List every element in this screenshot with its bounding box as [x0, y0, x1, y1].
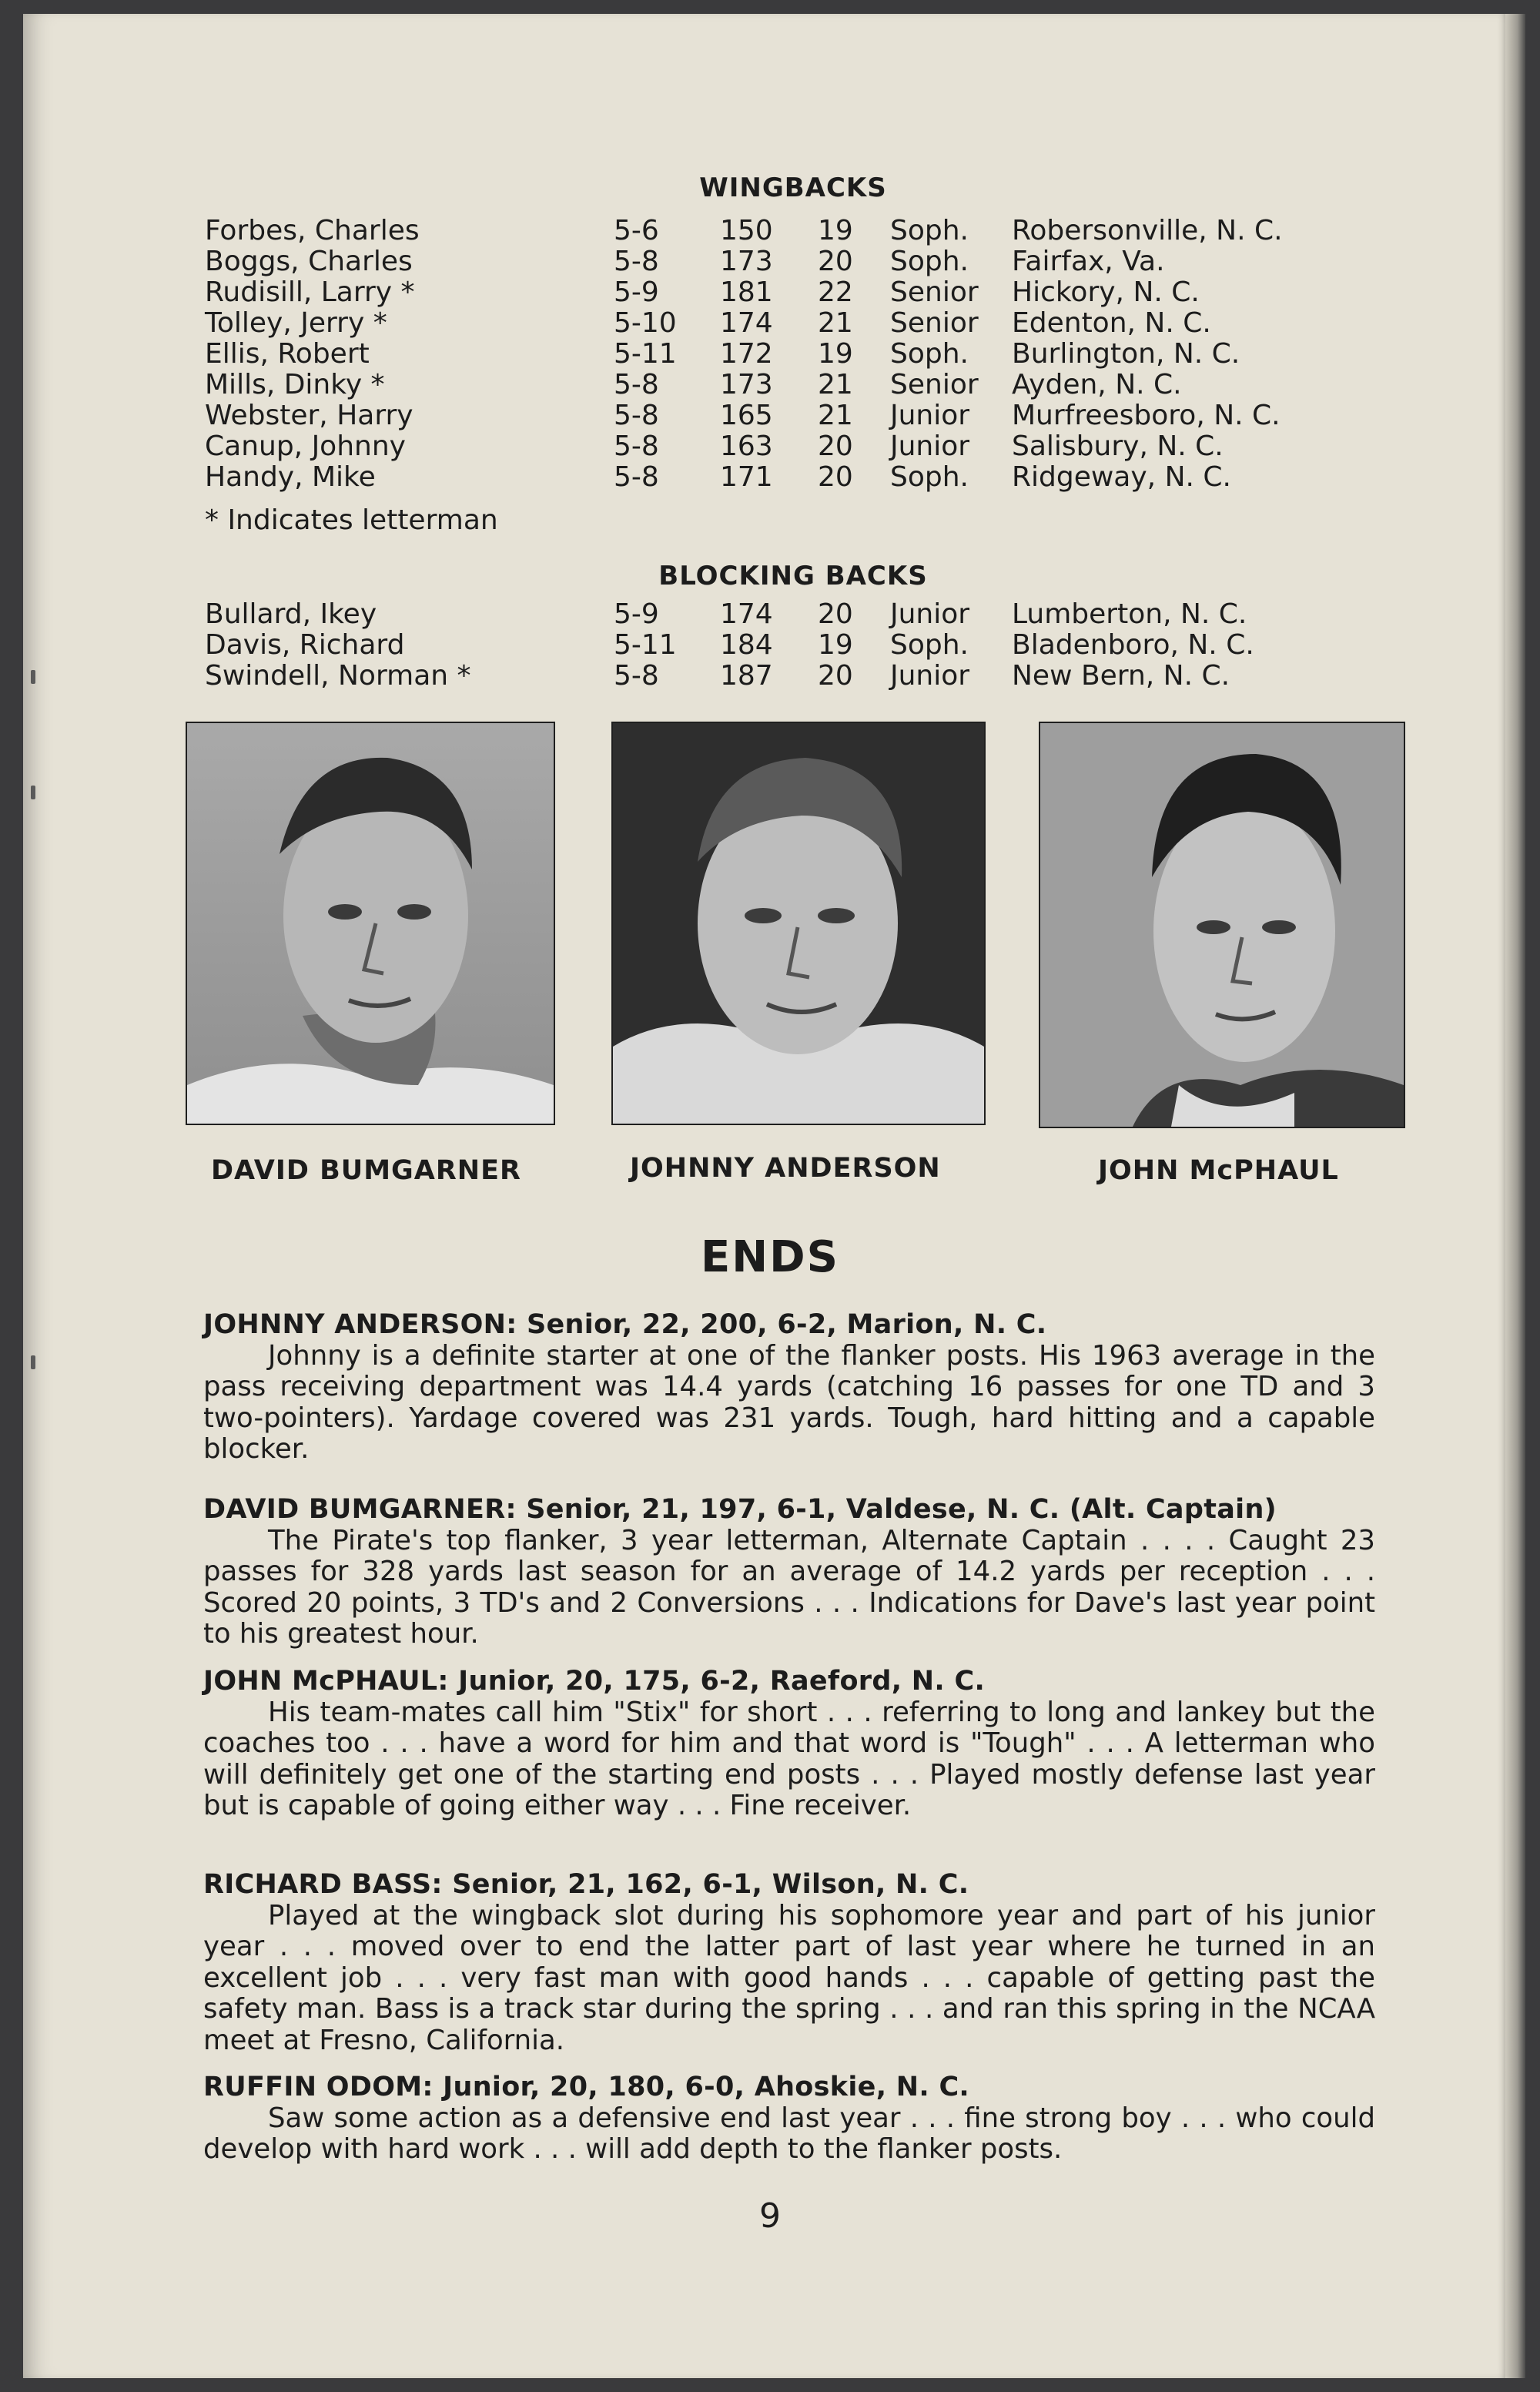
player-hometown: Ridgeway, N. C.: [1012, 461, 1231, 493]
player-height: 5-8: [614, 369, 659, 400]
photo-johnny-anderson: [611, 722, 986, 1125]
roster-row: [0, 661, 1540, 692]
player-height: 5-9: [614, 598, 659, 630]
wingbacks-heading: WINGBACKS: [699, 173, 887, 203]
roster-row: [0, 308, 1540, 339]
roster-row: [0, 370, 1540, 400]
player-age: 20: [818, 598, 853, 630]
player-height: 5-8: [614, 461, 659, 493]
player-name: Canup, Johnny: [205, 430, 406, 462]
player-height: 5-8: [614, 430, 659, 462]
player-hometown: Lumberton, N. C.: [1012, 598, 1247, 630]
player-height: 5-10: [614, 307, 677, 339]
bio-text: The Pirate's top flanker, 3 year letterman, Alternate Captain . . . . Caught 23 passes for 328 yards last season for an average of 14.2 yards per reception . . . Scored 20 points, 3 TD's and 2 Conversions . . . Indications for Dave's last year point to his greatest hour.: [203, 1524, 1375, 1650]
roster-row: [0, 216, 1540, 246]
player-hometown: Robersonville, N. C.: [1012, 215, 1283, 246]
player-age: 20: [818, 430, 853, 462]
player-age: 21: [818, 369, 853, 400]
player-weight: 187: [720, 660, 773, 692]
ends-heading: ENDS: [701, 1232, 839, 1282]
player-height: 5-6: [614, 215, 659, 246]
player-age: 22: [818, 276, 853, 308]
player-age: 20: [818, 660, 853, 692]
roster-row: [0, 630, 1540, 661]
player-height: 5-8: [614, 246, 659, 277]
player-class: Junior: [890, 430, 970, 462]
player-weight: 174: [720, 598, 773, 630]
player-name: Forbes, Charles: [205, 215, 420, 246]
player-hometown: Edenton, N. C.: [1012, 307, 1211, 339]
player-height: 5-8: [614, 400, 659, 431]
player-class: Junior: [890, 400, 970, 431]
roster-row: [0, 277, 1540, 308]
player-weight: 173: [720, 246, 773, 277]
player-height: 5-11: [614, 338, 677, 370]
bio-text: His team-mates call him "Stix" for short . . . referring to long and lankey but the coaches too . . . have a word for him and that word is "Tough" . . . A letterman who will definitely get one of the starting end posts . . . Played mostly defense last year but is capable of going either way . . . Fine receiver.: [203, 1696, 1375, 1821]
bio-david-bumgarner: [203, 1494, 1375, 1650]
roster-row: [0, 431, 1540, 462]
player-age: 20: [818, 461, 853, 493]
roster-row: [0, 599, 1540, 630]
player-hometown: Fairfax, Va.: [1012, 246, 1165, 277]
player-class: Senior: [890, 276, 979, 308]
portrait-image: [1040, 723, 1404, 1127]
bio-header: JOHNNY ANDERSON: Senior, 22, 200, 6-2, Marion, N. C.: [203, 1309, 1047, 1340]
player-name: Handy, Mike: [205, 461, 376, 493]
player-class: Senior: [890, 369, 979, 400]
player-class: Senior: [890, 307, 979, 339]
bio-johnny-anderson: [203, 1309, 1375, 1466]
player-weight: 172: [720, 338, 773, 370]
photo-caption: DAVID BUMGARNER: [211, 1155, 521, 1186]
player-hometown: Salisbury, N. C.: [1012, 430, 1224, 462]
player-height: 5-11: [614, 629, 677, 661]
player-name: Tolley, Jerry *: [205, 307, 387, 339]
bio-text: Johnny is a definite starter at one of the flanker posts. His 1963 average in the pass receiving department was 14.4 yards (catching 16 passes for one TD and 3 two-pointers). Yardage covered was 231 yards. Tough, hard hitting and a capable blocker.: [203, 1339, 1375, 1465]
bio-header: DAVID BUMGARNER: Senior, 21, 197, 6-1, Valdese, N. C. (Alt. Captain): [203, 1494, 1277, 1525]
player-age: 20: [818, 246, 853, 277]
bio-text: Saw some action as a defensive end last year . . . fine strong boy . . . who could develop with hard work . . . will add depth to the flanker posts.: [203, 2102, 1375, 2165]
photo-caption: JOHNNY ANDERSON: [630, 1153, 941, 1184]
player-weight: 163: [720, 430, 773, 462]
player-hometown: Murfreesboro, N. C.: [1012, 400, 1281, 431]
player-hometown: Hickory, N. C.: [1012, 276, 1200, 308]
portrait-image: [187, 723, 554, 1124]
roster-row: [0, 400, 1540, 431]
player-age: 21: [818, 307, 853, 339]
player-name: Mills, Dinky *: [205, 369, 385, 400]
player-name: Webster, Harry: [205, 400, 413, 431]
player-hometown: New Bern, N. C.: [1012, 660, 1230, 692]
player-name: Ellis, Robert: [205, 338, 370, 370]
player-name: Swindell, Norman *: [205, 660, 471, 692]
photo-david-bumgarner: [186, 722, 555, 1125]
player-class: Soph.: [890, 338, 969, 370]
player-weight: 171: [720, 461, 773, 493]
player-height: 5-8: [614, 660, 659, 692]
bio-header: RUFFIN ODOM: Junior, 20, 180, 6-0, Ahoskie, N. C.: [203, 2072, 970, 2102]
player-hometown: Burlington, N. C.: [1012, 338, 1240, 370]
player-weight: 174: [720, 307, 773, 339]
player-weight: 173: [720, 369, 773, 400]
roster-row: [0, 339, 1540, 370]
player-class: Junior: [890, 660, 970, 692]
roster-row: [0, 246, 1540, 277]
blocking-backs-heading: BLOCKING BACKS: [658, 561, 928, 591]
player-age: 19: [818, 215, 853, 246]
roster-row: [0, 462, 1540, 493]
photo-caption: JOHN McPHAUL: [1098, 1155, 1339, 1186]
photo-john-mcphaul: [1039, 722, 1405, 1128]
player-weight: 181: [720, 276, 773, 308]
player-age: 19: [818, 338, 853, 370]
page-number: 9: [759, 2196, 781, 2236]
bio-john-mcphaul: [203, 1666, 1375, 1822]
player-class: Soph.: [890, 461, 969, 493]
bio-header: JOHN McPHAUL: Junior, 20, 175, 6-2, Raeford, N. C.: [203, 1666, 986, 1697]
player-height: 5-9: [614, 276, 659, 308]
player-class: Junior: [890, 598, 970, 630]
bio-ruffin-odom: [203, 2072, 1375, 2166]
player-name: Rudisill, Larry *: [205, 276, 415, 308]
player-name: Boggs, Charles: [205, 246, 413, 277]
player-weight: 165: [720, 400, 773, 431]
player-name: Bullard, Ikey: [205, 598, 377, 630]
bio-header: RICHARD BASS: Senior, 21, 162, 6-1, Wilson, N. C.: [203, 1869, 969, 1900]
player-hometown: Ayden, N. C.: [1012, 369, 1182, 400]
player-class: Soph.: [890, 246, 969, 277]
player-hometown: Bladenboro, N. C.: [1012, 629, 1254, 661]
player-class: Soph.: [890, 629, 969, 661]
bio-richard-bass: [203, 1869, 1375, 2056]
letterman-footnote: * Indicates letterman: [205, 504, 498, 536]
portrait-image: [613, 723, 984, 1124]
player-class: Soph.: [890, 215, 969, 246]
player-name: Davis, Richard: [205, 629, 405, 661]
player-age: 19: [818, 629, 853, 661]
player-weight: 150: [720, 215, 773, 246]
player-weight: 184: [720, 629, 773, 661]
player-age: 21: [818, 400, 853, 431]
bio-text: Played at the wingback slot during his sophomore year and part of his junior year . . . moved over to end the latter part of last year where he turned in an excellent job . . . very fast man with good hands . . . capable of getting past the safety man. Bass is a track star during the spring . . . and ran this spring in the NCAA meet at Fresno, California.: [203, 1899, 1375, 2056]
